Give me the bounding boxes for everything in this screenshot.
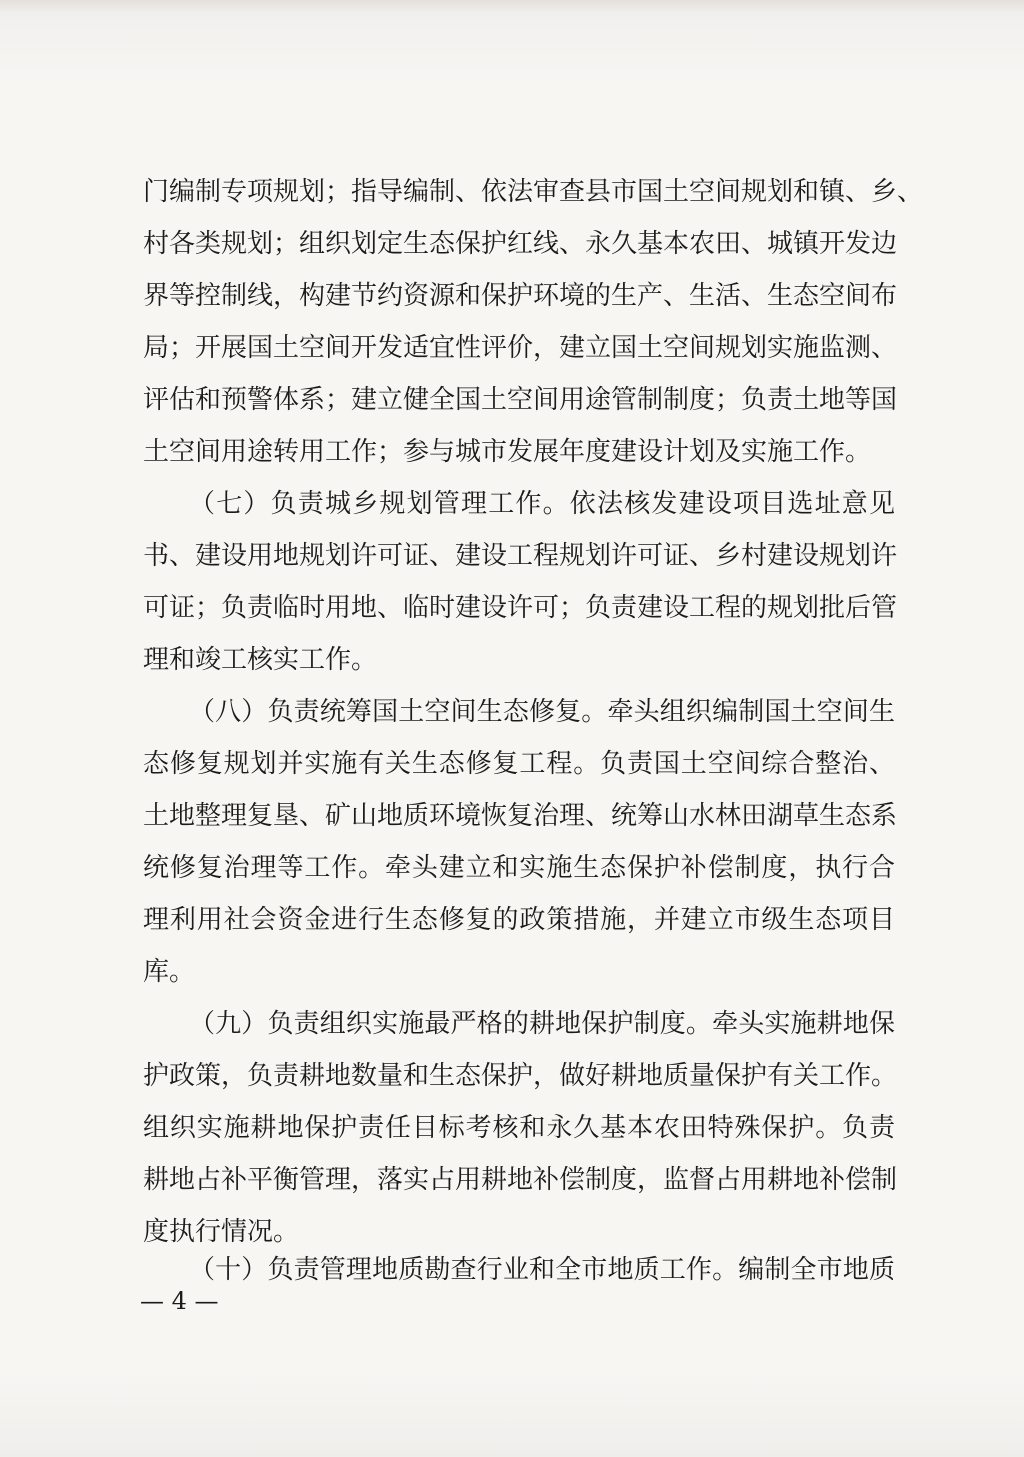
text-line: 村各类规划；组织划定生态保护红线、永久基本农田、城镇开发边 — [143, 229, 898, 259]
paragraph-heading-line: （十）负责管理地质勘查行业和全市地质工作。编制全市地质 — [189, 1255, 895, 1285]
text-line: 可证；负责临时用地、临时建设许可；负责建设工程的规划批后管 — [143, 593, 898, 623]
text-line: 耕地占补平衡管理，落实占用耕地补偿制度，监督占用耕地补偿制 — [143, 1165, 898, 1195]
text-line: 界等控制线，构建节约资源和保护环境的生产、生活、生态空间布 — [143, 281, 898, 311]
text-line: 局；开展国土空间开发适宜性评价，建立国土空间规划实施监测、 — [143, 333, 898, 363]
text-line: 理利用社会资金进行生态修复的政策措施，并建立市级生态项目 — [143, 905, 895, 935]
paragraph-heading-line: （七）负责城乡规划管理工作。依法核发建设项目选址意见 — [189, 489, 895, 519]
page-number: — 4 — — [140, 1287, 219, 1315]
scan-edge — [0, 0, 1024, 14]
text-line: 土地整理复垦、矿山地质环境恢复治理、统筹山水林田湖草生态系 — [143, 801, 898, 831]
text-line: 统修复治理等工作。牵头建立和实施生态保护补偿制度，执行合 — [143, 853, 895, 883]
paragraph-heading-line: （八）负责统筹国土空间生态修复。牵头组织编制国土空间生 — [189, 697, 895, 727]
text-line: 评估和预警体系；建立健全国土空间用途管制制度；负责土地等国 — [143, 385, 898, 415]
text-line: 组织实施耕地保护责任目标考核和永久基本农田特殊保护。负责 — [143, 1113, 895, 1143]
text-line: 书、建设用地规划许可证、建设工程规划许可证、乡村建设规划许 — [143, 541, 898, 571]
text-line: 态修复规划并实施有关生态修复工程。负责国土空间综合整治、 — [143, 749, 895, 779]
text-line: 土空间用途转用工作；参与城市发展年度建设计划及实施工作。 — [143, 437, 872, 467]
text-line: 库。 — [143, 957, 196, 987]
text-line: 度执行情况。 — [143, 1217, 300, 1247]
text-line: 门编制专项规划；指导编制、依法审查县市国土空间规划和镇、乡、 — [143, 177, 924, 207]
text-line: 理和竣工核实工作。 — [143, 645, 378, 675]
paragraph-heading-line: （九）负责组织实施最严格的耕地保护制度。牵头实施耕地保 — [189, 1009, 895, 1039]
text-line: 护政策，负责耕地数量和生态保护，做好耕地质量保护有关工作。 — [143, 1061, 898, 1091]
